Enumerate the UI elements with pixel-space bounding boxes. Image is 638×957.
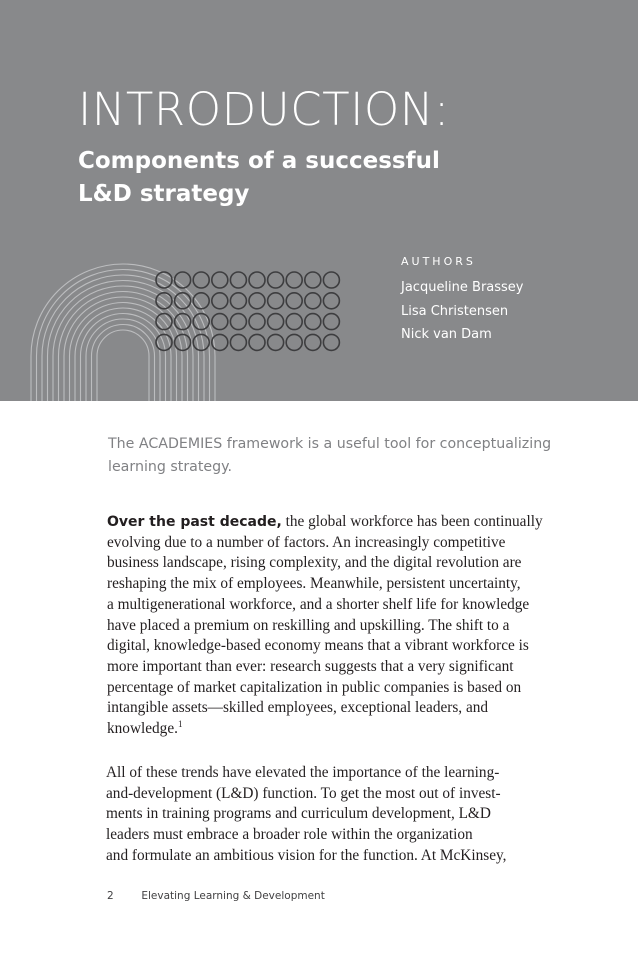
grid-circle bbox=[175, 334, 191, 350]
grid-circle bbox=[230, 293, 246, 309]
paragraph-line: evolving due to a number of factors. An increasingly competitive bbox=[107, 533, 506, 551]
grid-circle bbox=[156, 314, 172, 330]
grid-circle bbox=[212, 272, 228, 288]
grid-circle bbox=[230, 272, 246, 288]
author-name: Nick van Dam bbox=[401, 327, 492, 342]
header-banner bbox=[0, 0, 638, 401]
grid-circle bbox=[305, 314, 321, 330]
grid-circle bbox=[249, 272, 265, 288]
paragraph-line bbox=[107, 512, 543, 533]
body-paragraph-1 bbox=[107, 512, 543, 740]
grid-circle bbox=[212, 293, 228, 309]
author-name: Jacqueline Brassey bbox=[401, 280, 524, 295]
paragraph-line: and formulate an ambitious vision for the function. At McKinsey, bbox=[106, 846, 507, 864]
paragraph-line: percentage of market capitalization in public companies is based on bbox=[107, 678, 522, 696]
pull-quote-line: learning strategy. bbox=[108, 459, 233, 475]
paragraph-line: ments in training programs and curriculum development, L&D bbox=[106, 805, 491, 823]
grid-circle bbox=[268, 293, 284, 309]
grid-circle bbox=[305, 293, 321, 309]
body-paragraph-2 bbox=[106, 763, 534, 867]
grid-circle bbox=[230, 314, 246, 330]
paragraph-line: a multigenerational workforce, and a shorter shelf life for knowledge bbox=[107, 595, 530, 613]
paragraph-line: digital, knowledge-based economy means that a vibrant workforce is bbox=[107, 637, 529, 655]
subtitle-line: Components of a successful bbox=[78, 148, 440, 174]
grid-circle bbox=[156, 293, 172, 309]
grid-circle bbox=[212, 314, 228, 330]
paragraph-line: business landscape, rising complexity, and the digital revolution are bbox=[107, 554, 522, 572]
paragraph-line: leaders must embrace a broader role within the organization bbox=[106, 826, 473, 844]
grid-circle bbox=[305, 334, 321, 350]
paragraph-line bbox=[107, 719, 535, 740]
paragraph-line-text: the global workforce has been continually bbox=[281, 513, 543, 530]
grid-circle bbox=[286, 334, 302, 350]
paragraph-line: have placed a premium on reskilling and upskilling. The shift to a bbox=[107, 616, 510, 634]
author-name: Lisa Christensen bbox=[401, 303, 509, 319]
grid-circle bbox=[193, 334, 209, 350]
footnote-marker: 1 bbox=[177, 718, 183, 729]
page-title: INTRODUCTION: bbox=[78, 83, 450, 136]
lead-in-text: Over the past decade, bbox=[107, 514, 282, 530]
paragraph-line: reshaping the mix of employees. Meanwhile, persistent uncertainty, bbox=[107, 575, 521, 593]
authors-heading: AUTHORS bbox=[401, 255, 476, 268]
subtitle-line: L&D strategy bbox=[78, 181, 250, 207]
grid-circle bbox=[305, 272, 321, 288]
paragraph-line: All of these trends have elevated the importance of the learning- bbox=[106, 764, 500, 781]
grid-circle bbox=[156, 334, 172, 350]
grid-circle bbox=[212, 334, 228, 350]
grid-circle bbox=[323, 293, 339, 309]
grid-circle bbox=[249, 293, 265, 309]
book-title: Elevating Learning & Development bbox=[141, 890, 325, 902]
paragraph-line: and-development (L&D) function. To get the most out of invest- bbox=[106, 784, 501, 802]
chapter-subtitle bbox=[78, 145, 440, 211]
grid-circle bbox=[286, 272, 302, 288]
grid-circle bbox=[286, 293, 302, 309]
paragraph-line: intangible assets—skilled employees, exceptional leaders, and bbox=[107, 699, 489, 717]
authors-block bbox=[401, 254, 524, 347]
grid-circle bbox=[268, 314, 284, 330]
grid-circle bbox=[193, 272, 209, 288]
pull-quote bbox=[108, 433, 552, 479]
paragraph-line-text: knowledge. bbox=[107, 720, 178, 738]
grid-circle bbox=[193, 314, 209, 330]
page-footer bbox=[107, 890, 325, 902]
grid-circle bbox=[230, 334, 246, 350]
grid-circle bbox=[175, 314, 191, 330]
grid-circle bbox=[323, 314, 339, 330]
grid-circle bbox=[175, 293, 191, 309]
grid-circle bbox=[323, 272, 339, 288]
grid-circle bbox=[249, 334, 265, 350]
grid-circle bbox=[268, 272, 284, 288]
page-number: 2 bbox=[107, 890, 114, 902]
grid-circle bbox=[249, 314, 265, 330]
grid-circle bbox=[286, 314, 302, 330]
grid-circle bbox=[175, 272, 191, 288]
grid-circle bbox=[323, 334, 339, 350]
paragraph-line: more important than ever: research suggests that a very significant bbox=[107, 657, 514, 675]
grid-circle bbox=[193, 293, 209, 309]
grid-circle bbox=[268, 334, 284, 350]
pull-quote-line: The ACADEMIES framework is a useful tool for conceptualizing bbox=[108, 436, 552, 452]
grid-circle bbox=[156, 272, 172, 288]
